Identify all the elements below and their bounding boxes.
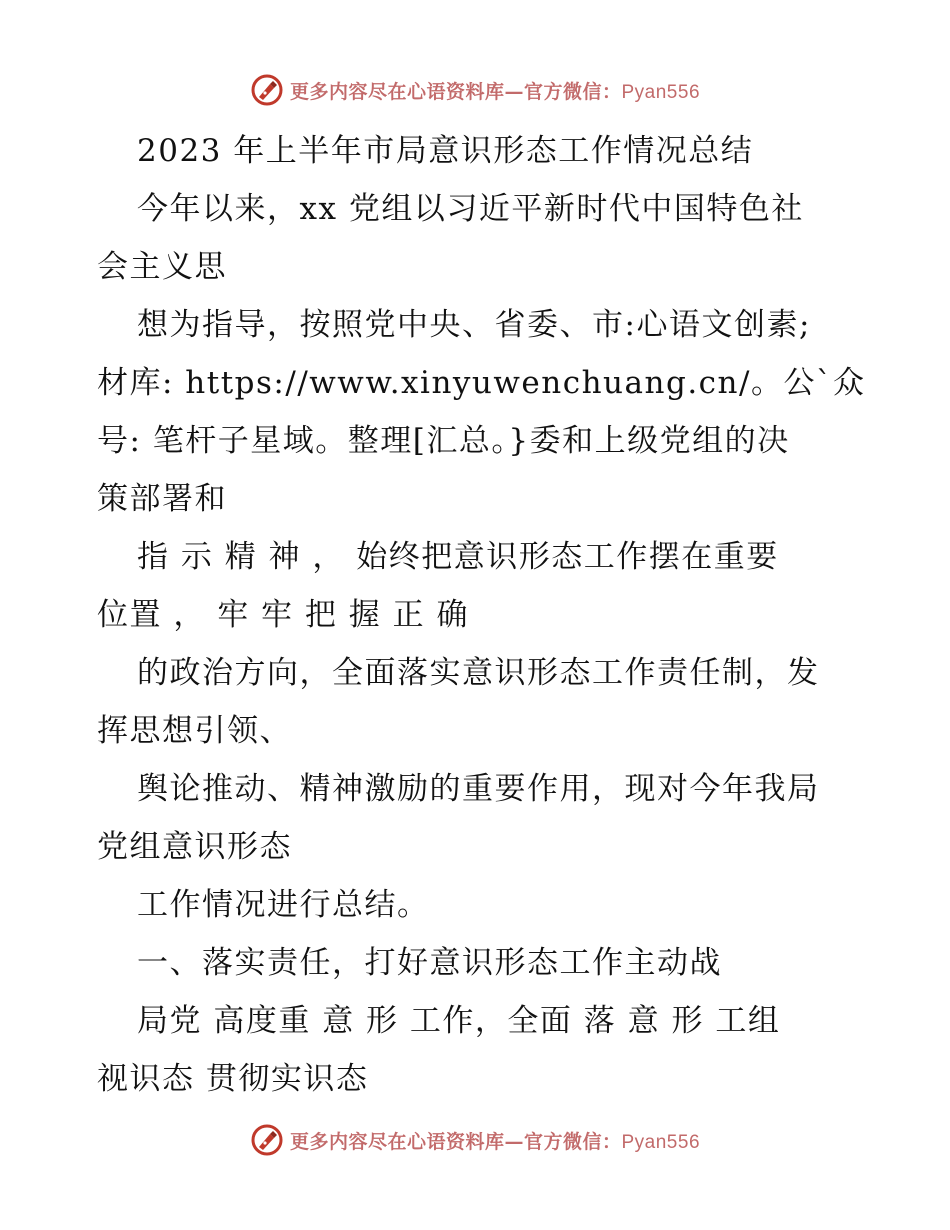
header-banner	[0, 72, 950, 108]
footer-banner	[0, 1122, 950, 1158]
document-line: 号: 笔杆子星域。整理[汇总。}委和上级党组的决	[97, 423, 790, 459]
header-banner-label: 更多内容尽在心语资料库—官方微信：	[289, 80, 622, 103]
document-line: 党组意识形态	[97, 829, 292, 865]
document-line: 局党 高度重 意 形 工作，全面 落 意 形 工组	[137, 1003, 781, 1039]
pen-nib-logo-icon	[250, 1123, 284, 1157]
footer-banner-wechat-id: Pyan556	[621, 1131, 701, 1153]
header-banner-wechat-id: Pyan556	[621, 81, 701, 103]
document-line: 今年以来，xx 党组以习近平新时代中国特色社	[137, 191, 804, 227]
document-line: 舆论推动、精神激励的重要作用，现对今年我局	[137, 771, 820, 807]
document-line: 想为指导，按照党中央、省委、市:心语文创素;	[137, 307, 811, 343]
section-heading: 一、落实责任，打好意识形态工作主动战	[137, 945, 722, 981]
footer-banner-text	[290, 1127, 700, 1154]
document-line: 位置 ， 牢 牢 把 握 正 确	[97, 597, 469, 633]
document-line: 挥思想引领、	[97, 713, 292, 749]
header-banner-text	[290, 77, 700, 104]
document-title: 2023 年上半年市局意识形态工作情况总结	[137, 133, 754, 169]
document-line: 指 示 精 神 ， 始终把意识形态工作摆在重要	[137, 539, 779, 575]
document-line: 的政治方向，全面落实意识形态工作责任制，发	[137, 655, 820, 691]
document-line: 视识态 贯彻实识态	[97, 1061, 369, 1097]
document-line: 会主义思	[97, 249, 227, 285]
document-line: 工作情况进行总结。	[137, 887, 430, 923]
document-line: 策部署和	[97, 481, 227, 517]
footer-banner-label: 更多内容尽在心语资料库—官方微信：	[289, 1130, 622, 1153]
document-body	[97, 122, 866, 1108]
pen-nib-logo-icon	[250, 73, 284, 107]
document-line: 材库: https://www.xinyuwenchuang.cn/。公`众	[97, 365, 866, 401]
